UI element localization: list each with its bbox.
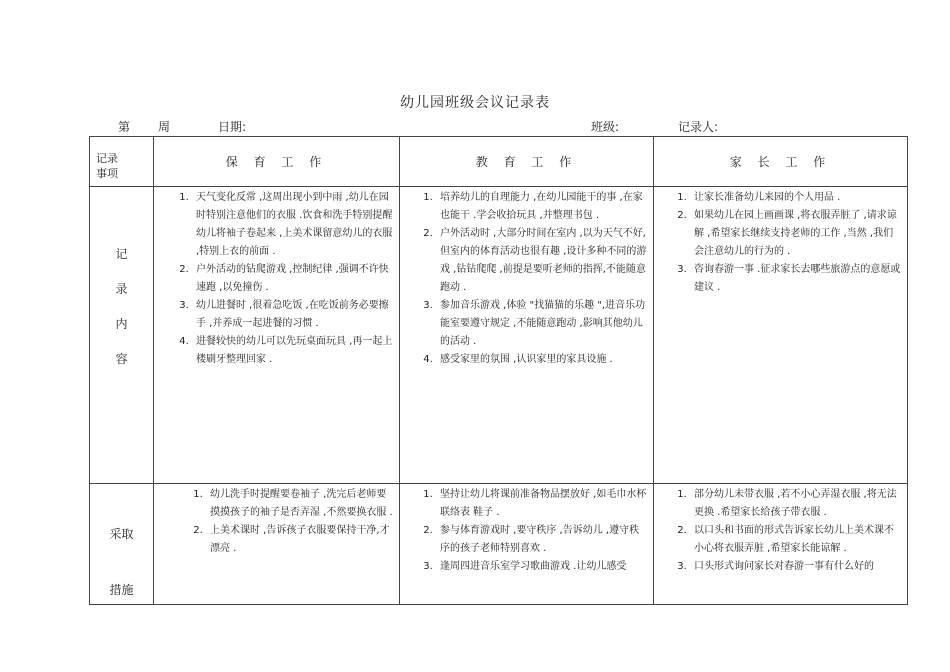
list-item: 2. 户外活动的钻爬游戏 ,控制纪律 ,强调不许快速跑 ,以免撞伤 . — [192, 261, 393, 297]
list-item: 1. 天气变化反常 ,这周出现小到中雨 ,幼儿在园时特别注意他们的衣服 .饮食和洗手特别提醒幼儿将袖子卷起来 ,上美术课留意幼儿的衣服 ,特别上衣的前面 . — [192, 189, 393, 261]
table-row-measures — [90, 484, 908, 605]
list-item: 1. 部分幼儿未带衣服 ,若不小心弄湿衣服 ,将无法更换 .希望家长给孩子带衣服 . — [690, 486, 901, 522]
week-suffix: 周 — [158, 120, 171, 134]
list-item: 3. 逢周四进音乐室学习歌曲游戏 .让幼儿感受 — [436, 558, 647, 576]
page-title: 幼儿园班级会议记录表 — [400, 95, 550, 111]
column-header-care: 保 育 工 作 — [154, 137, 400, 187]
recorder-label: 记录人: — [678, 120, 719, 134]
list-item: 2. 如果幼儿在园上画画课 ,将衣服弄脏了 ,请求谅解 ,希望家长继续支持老师的工作 ,当然 ,我们会注意幼儿的行为的 . — [690, 207, 901, 261]
list-item: 3. 口头形式询问家长对春游一事有什么好的 — [690, 558, 901, 576]
list-item: 3. 咨询春游一事 .征求家长去哪些旅游点的意愿或建议 . — [690, 261, 901, 297]
list-item: 3. 参加音乐游戏 ,体验 "找猫猫的乐趣 ",进音乐功能室要遵守规定 ,不能随意跑动 ,影响其他幼儿的活动 . — [436, 297, 647, 351]
list-item: 2. 户外活动时 ,大部分时间在室内 ,以为天气不好,但室内的体育活动也很有趣 ,设计多种不同的游戏 ,钻钻爬爬 ,前提是要听老师的指挥,不能随意跑动 . — [436, 225, 647, 297]
column-header-education: 教 育 工 作 — [400, 137, 654, 187]
list-item: 1. 培养幼儿的自理能力 ,在幼儿园能干的事 ,在家也能干 .学会收拾玩具 ,并整理书包 . — [436, 189, 647, 225]
list-education-measures — [400, 484, 653, 576]
header-row — [90, 137, 908, 187]
row-label-record-content: 记 录 内 容 — [90, 187, 154, 484]
list-item: 3. 幼儿进餐时 ,很着急吃饭 ,在吃饭前务必要擦手 ,并养成一起进餐的习惯 . — [192, 297, 393, 333]
column-header-parents: 家 长 工 作 — [654, 137, 908, 187]
list-parents-content — [654, 187, 907, 297]
list-care-measures — [154, 484, 399, 558]
table-row-record-content — [90, 187, 908, 484]
date-label: 日期: — [218, 120, 247, 134]
class-label: 班级: — [591, 120, 620, 134]
list-item: 2. 上美术课时 ,告诉孩子衣服要保持干净,才漂亮 . — [206, 522, 393, 558]
cell-parents-measures — [654, 484, 908, 605]
cell-parents-content — [654, 187, 908, 484]
cell-education-measures — [400, 484, 654, 605]
list-care-content — [154, 187, 399, 369]
row-label-measures: 采取 措施 — [90, 484, 154, 605]
list-item: 2. 以口头和书面的形式告诉家长幼儿上美术课不小心将衣服弄脏 ,希望家长能谅解 . — [690, 522, 901, 558]
list-item: 1. 坚持让幼儿将课前准备物品摆放好 ,如毛巾水杯 联络表 鞋子 . — [436, 486, 647, 522]
list-item: 1. 让家长准备幼儿来园的个人用品 . — [690, 189, 901, 207]
cell-education-content — [400, 187, 654, 484]
list-item: 4. 感受家里的氛围 ,认识家里的家具设施 . — [436, 351, 647, 369]
list-education-content — [400, 187, 653, 369]
header-label: 记录 事项 — [90, 137, 154, 187]
record-table — [89, 136, 908, 605]
list-item: 4. 进餐较快的幼儿可以先玩桌面玩具 ,再一起上楼刷牙整理回家 . — [192, 333, 393, 369]
list-parents-measures — [654, 484, 907, 576]
cell-care-measures — [154, 484, 400, 605]
list-item: 2. 参与体育游戏时 ,要守秩序 ,告诉幼儿 ,遵守秩序的孩子老师特别喜欢 . — [436, 522, 647, 558]
cell-care-content — [154, 187, 400, 484]
week-prefix: 第 — [118, 120, 131, 134]
list-item: 1. 幼儿洗手时提醒要卷袖子 ,洗完后老师要摸摸孩子的袖子是否弄湿 ,不然要换衣服 . — [206, 486, 393, 522]
